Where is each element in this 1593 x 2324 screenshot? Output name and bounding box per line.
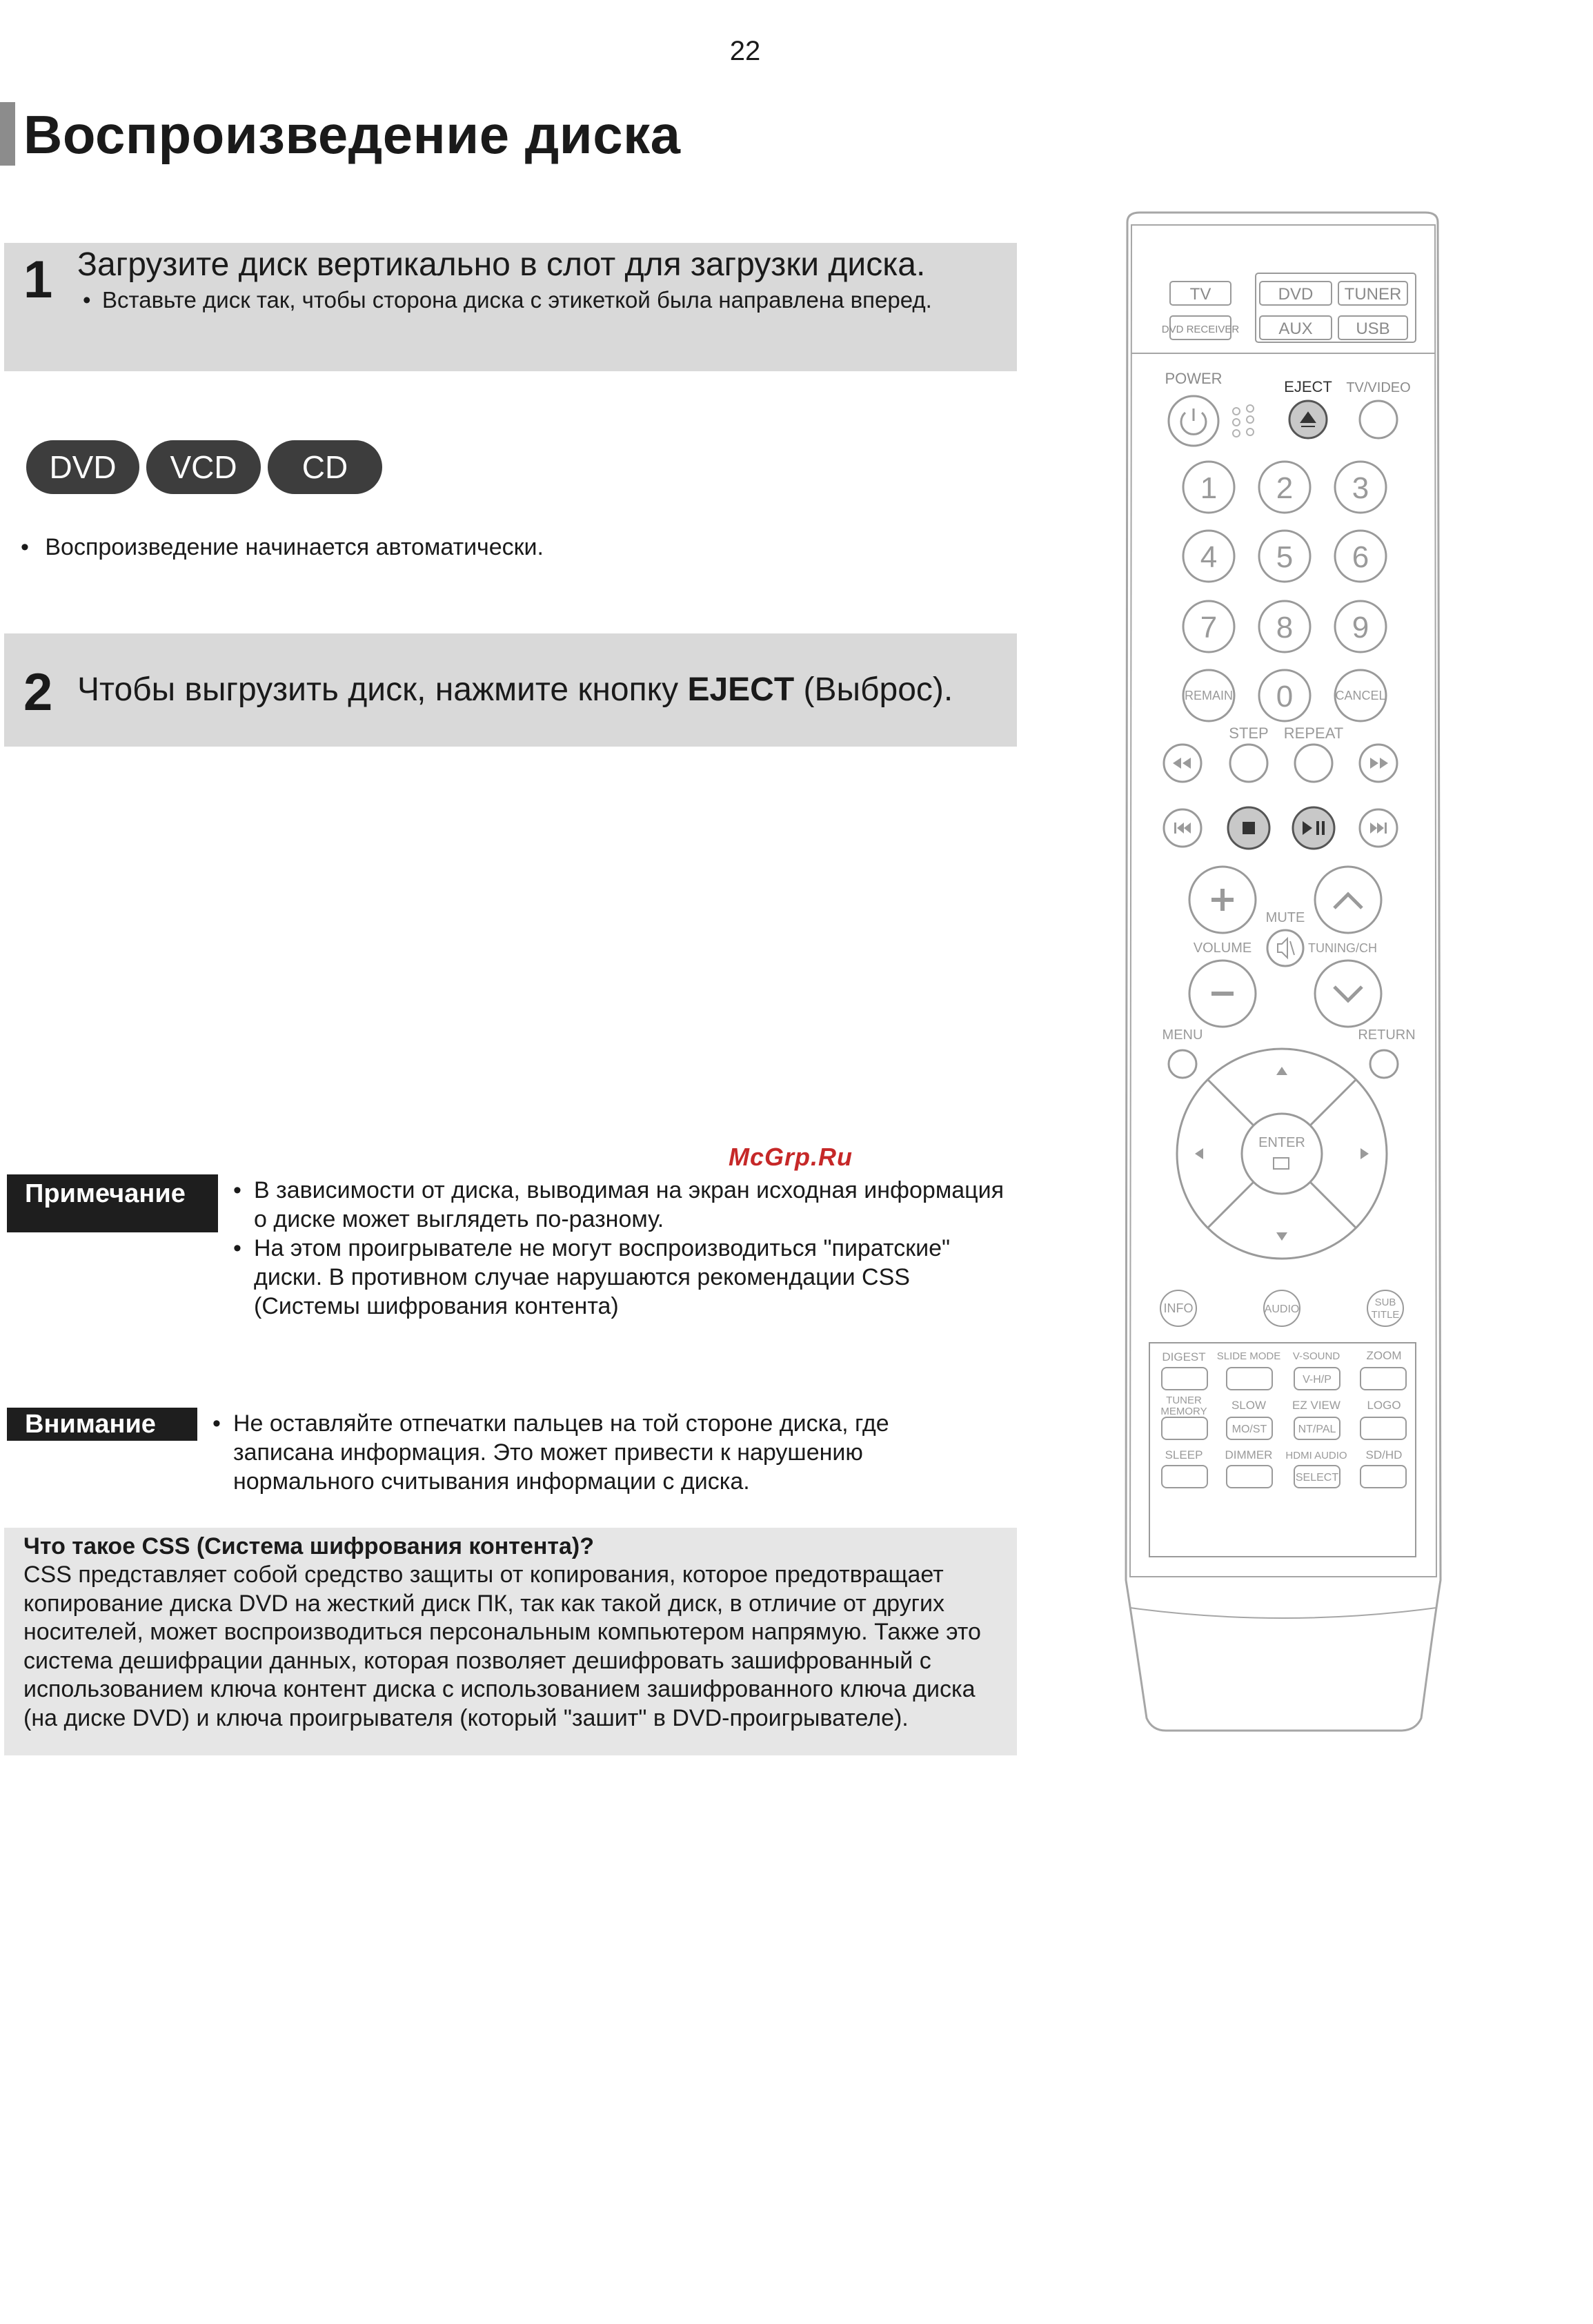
sub-label: SUB xyxy=(1374,1297,1396,1308)
chevron-up-icon xyxy=(1334,894,1362,908)
logo-label: LOGO xyxy=(1367,1399,1401,1412)
digest-button[interactable] xyxy=(1162,1368,1207,1390)
menu-button[interactable] xyxy=(1169,1050,1196,1078)
step-2-box xyxy=(4,633,1017,747)
next-icon xyxy=(1370,823,1387,834)
step-1-number: 1 xyxy=(23,250,53,309)
step-1-text: Загрузите диск вертикально в слот для загрузки диска. xyxy=(77,246,926,283)
step-1-box xyxy=(4,243,1017,371)
title-accent-bar xyxy=(0,102,15,166)
audio-label: AUDIO xyxy=(1264,1303,1300,1315)
fast-forward-icon xyxy=(1370,758,1388,769)
return-label: RETURN xyxy=(1358,1027,1416,1043)
remain-button[interactable]: REMAIN xyxy=(1184,689,1234,702)
repeat-label: REPEAT xyxy=(1283,725,1344,742)
arrow-down-icon[interactable] xyxy=(1276,1232,1287,1241)
note-label: Примечание xyxy=(7,1174,218,1232)
subtitle-button[interactable] xyxy=(1367,1290,1403,1326)
note-item: • В зависимости от диска, выводимая на экран исходная информация о диске может выглядеть по-разному. xyxy=(233,1176,1020,1234)
play-pause-button[interactable] xyxy=(1293,807,1334,849)
digit-8-button[interactable]: 8 xyxy=(1276,611,1294,644)
zoom-label: ZOOM xyxy=(1366,1349,1402,1362)
note-item: • На этом проигрывателе не могут воспроизводиться "пиратские" диски. В противном случае нарушаются рекомендации CSS (Системы шифрования контента) xyxy=(233,1234,1020,1321)
page-title: Воспроизведение диска xyxy=(23,104,681,165)
eject-keyword: EJECT xyxy=(687,671,795,708)
source-dvd[interactable]: DVD xyxy=(1278,285,1314,304)
digest-label: DIGEST xyxy=(1162,1350,1206,1363)
caution-list xyxy=(212,1409,978,1496)
badge-dvd: DVD xyxy=(26,440,139,494)
zoom-button[interactable] xyxy=(1361,1368,1406,1390)
css-info-box xyxy=(4,1528,1017,1755)
cancel-button[interactable]: CANCEL xyxy=(1335,689,1386,702)
enter-button[interactable] xyxy=(1242,1114,1322,1194)
dimmer-button[interactable] xyxy=(1227,1466,1272,1488)
css-info-title: Что такое CSS (Система шифрования контента)? xyxy=(23,1533,595,1559)
select-label: SELECT xyxy=(1295,1472,1339,1484)
hdmi-audio-label: HDMI AUDIO xyxy=(1285,1450,1347,1461)
mute-label: MUTE xyxy=(1265,910,1305,925)
dimmer-label: DIMMER xyxy=(1225,1448,1273,1461)
step-button[interactable] xyxy=(1230,745,1267,782)
rewind-icon xyxy=(1173,758,1191,769)
source-dvd-receiver[interactable]: DVD RECEIVER xyxy=(1161,324,1240,335)
tv-video-button[interactable] xyxy=(1360,401,1397,438)
caution-item: • Не оставляйте отпечатки пальцев на той стороне диска, где записана информация. Это может привести к нарушению нормального считывания информации с диска. xyxy=(212,1409,978,1496)
arrow-up-icon[interactable] xyxy=(1276,1067,1287,1075)
previous-icon xyxy=(1174,823,1191,834)
step-label: STEP xyxy=(1229,725,1269,742)
digit-2-button[interactable]: 2 xyxy=(1276,471,1294,505)
digit-6-button[interactable]: 6 xyxy=(1352,540,1369,574)
source-usb[interactable]: USB xyxy=(1356,319,1390,338)
tuning-label: TUNING/CH xyxy=(1308,941,1377,955)
badge-cd: CD xyxy=(268,440,382,494)
digit-0-button[interactable]: 0 xyxy=(1276,680,1294,713)
arrow-left-icon[interactable] xyxy=(1195,1148,1203,1159)
v-sound-label: V-SOUND xyxy=(1292,1350,1340,1362)
digit-4-button[interactable]: 4 xyxy=(1200,540,1218,574)
sd-hd-label: SD/HD xyxy=(1365,1448,1403,1461)
sleep-label: SLEEP xyxy=(1165,1448,1203,1461)
title-label: TITLE xyxy=(1371,1309,1400,1321)
v-h-p-label: V-H/P xyxy=(1303,1374,1332,1386)
step-2-number: 2 xyxy=(23,663,53,722)
memory-label: MEMORY xyxy=(1160,1406,1207,1417)
note-list xyxy=(233,1176,1020,1321)
eject-label: EJECT xyxy=(1284,378,1332,395)
sd-hd-button[interactable] xyxy=(1361,1466,1406,1488)
slide-mode-label: SLIDE MODE xyxy=(1216,1350,1281,1362)
remote-control xyxy=(1118,207,1449,1746)
channel-down-button[interactable] xyxy=(1315,961,1381,1027)
mute-button[interactable] xyxy=(1267,930,1303,966)
badge-vcd: VCD xyxy=(146,440,261,494)
digit-1-button[interactable]: 1 xyxy=(1200,471,1218,505)
auto-play-note: • Воспроизведение начинается автоматически. xyxy=(21,534,544,560)
tv-video-label: TV/VIDEO xyxy=(1346,380,1411,395)
channel-up-button[interactable] xyxy=(1315,867,1381,933)
step-1-subtext: • Вставьте диск так, чтобы сторона диска с этикеткой была направлена вперед. xyxy=(83,287,932,313)
slow-label: SLOW xyxy=(1231,1399,1267,1412)
arrow-right-icon[interactable] xyxy=(1361,1148,1369,1159)
return-button[interactable] xyxy=(1370,1050,1398,1078)
digit-5-button[interactable]: 5 xyxy=(1276,540,1294,574)
digit-9-button[interactable]: 9 xyxy=(1352,611,1369,644)
digit-3-button[interactable]: 3 xyxy=(1352,471,1369,505)
sleep-button[interactable] xyxy=(1162,1466,1207,1488)
digit-7-button[interactable]: 7 xyxy=(1200,611,1218,644)
plus-icon xyxy=(1211,889,1234,911)
source-tuner[interactable]: TUNER xyxy=(1344,285,1402,304)
info-label: INFO xyxy=(1163,1301,1194,1315)
caution-label: Внимание xyxy=(7,1408,197,1441)
page-number: 22 xyxy=(729,36,761,66)
power-icon xyxy=(1181,408,1206,434)
step-2-text: Чтобы выгрузить диск, нажмите кнопку EJECT (Выброс). xyxy=(77,671,953,708)
volume-label: VOLUME xyxy=(1193,941,1252,956)
menu-label: MENU xyxy=(1162,1027,1203,1043)
css-info-text: CSS представляет собой средство защиты от копирования, которое предотвращает копирование диска DVD на жесткий диск ПК, так как такой диск, в отличие от других носителей, может воспроизводиться персональным компьютером напрямую. Также это система дешифрации данных, которая позволяет дешифровать зашифрованный с использованием ключа контент диска с использованием зашифрованного ключа диска (на диске DVD) и ключа проигрывателя (который "зашит" в DVD-проигрывателе). xyxy=(23,1562,981,1731)
enter-icon xyxy=(1274,1158,1289,1169)
source-aux[interactable]: AUX xyxy=(1278,319,1313,338)
logo-button[interactable] xyxy=(1361,1417,1406,1439)
tuner-memory-button[interactable] xyxy=(1162,1417,1207,1439)
chevron-down-icon xyxy=(1334,987,1362,1001)
power-label: POWER xyxy=(1165,370,1223,387)
enter-label: ENTER xyxy=(1258,1135,1305,1150)
ez-view-label: EZ VIEW xyxy=(1292,1399,1340,1412)
mo-st-label: MO/ST xyxy=(1231,1424,1267,1435)
nt-pal-label: NT/PAL xyxy=(1298,1424,1336,1435)
repeat-button[interactable] xyxy=(1295,745,1332,782)
slide-mode-button[interactable] xyxy=(1227,1368,1272,1390)
mute-icon xyxy=(1278,938,1294,958)
source-tv[interactable]: TV xyxy=(1189,285,1211,304)
tuner-label: TUNER xyxy=(1166,1395,1202,1406)
stop-icon xyxy=(1243,822,1255,834)
watermark: McGrp.Ru xyxy=(729,1143,853,1171)
